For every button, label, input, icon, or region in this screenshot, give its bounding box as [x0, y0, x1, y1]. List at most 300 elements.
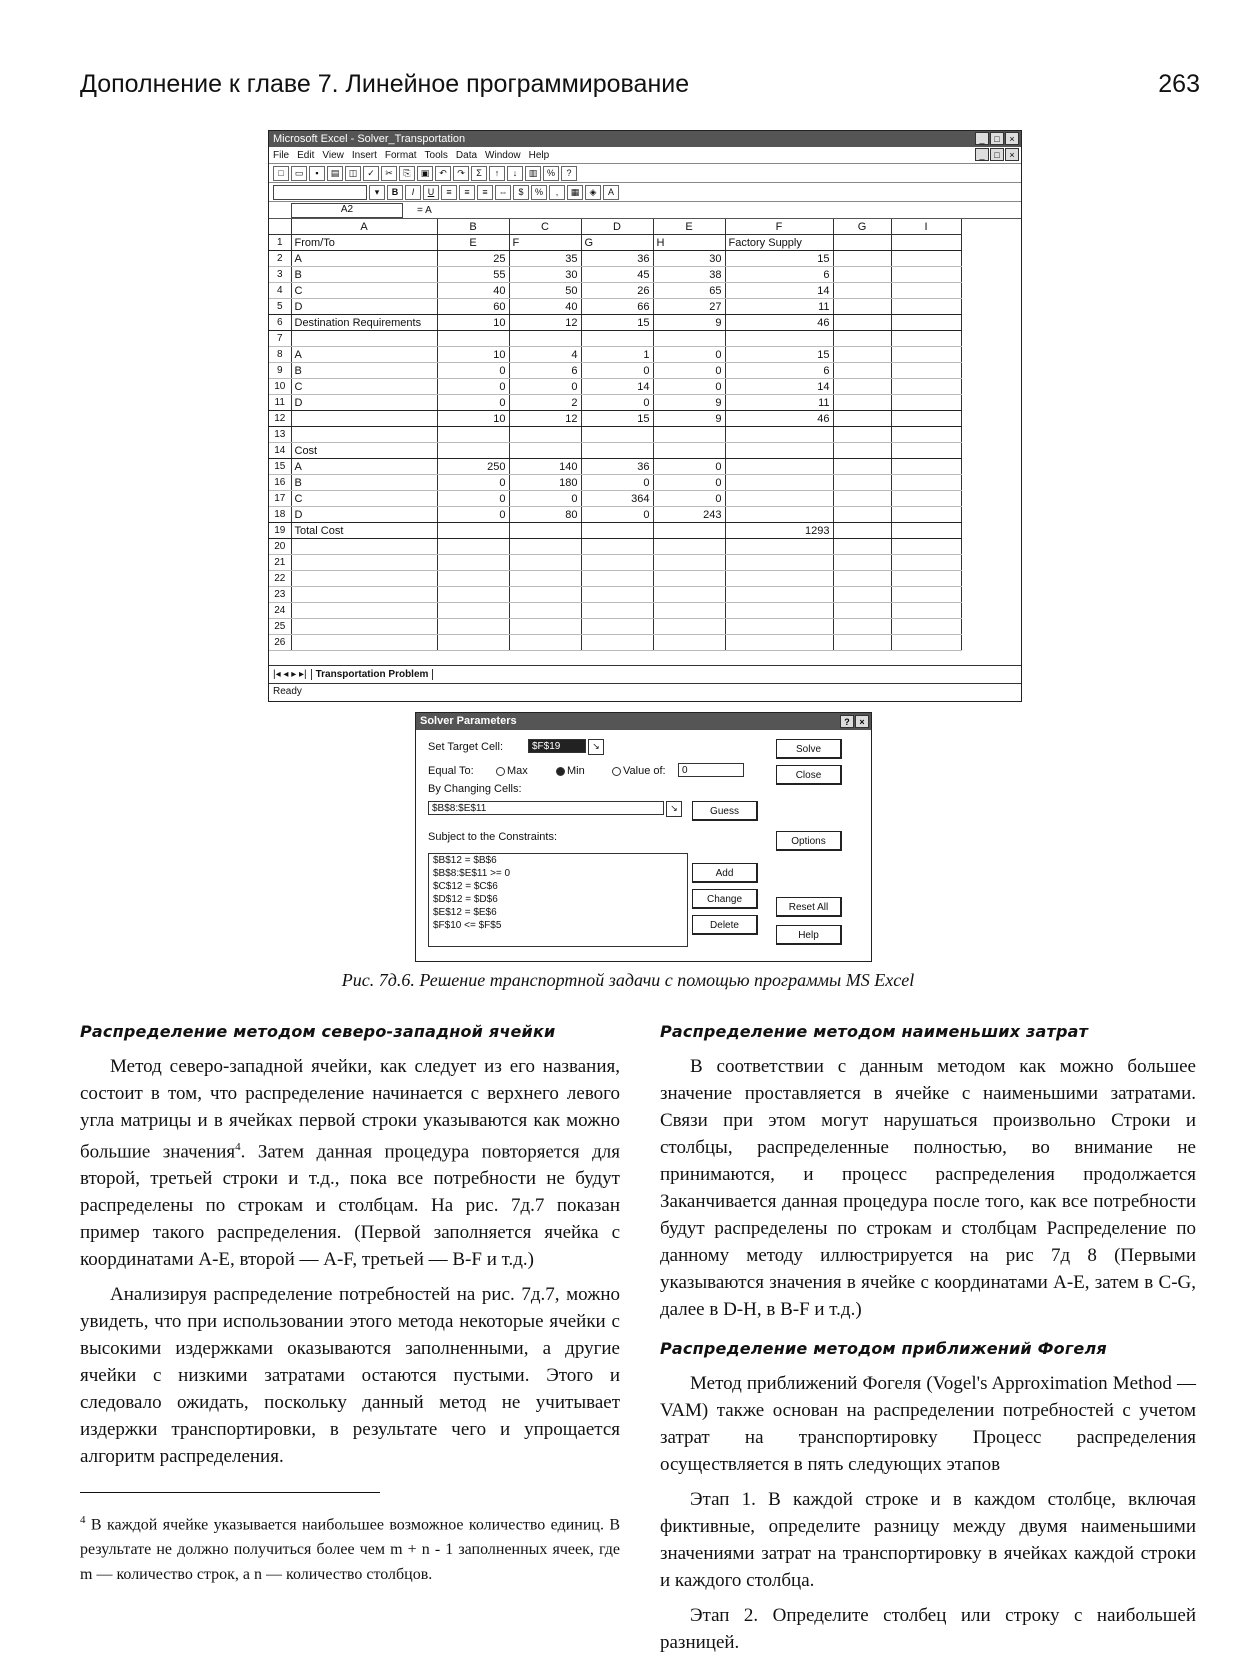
cell[interactable]	[833, 619, 891, 635]
cell[interactable]: 11	[725, 299, 833, 315]
constraint-item[interactable]: $B$12 = $B$6	[433, 855, 497, 866]
menu-item-tools[interactable]: Tools	[424, 149, 448, 161]
cell[interactable]: 4	[509, 347, 581, 363]
column-header-d[interactable]: D	[581, 219, 653, 235]
radio-min[interactable]	[556, 765, 585, 777]
cell[interactable]	[509, 571, 581, 587]
cell[interactable]	[291, 571, 437, 587]
row-header[interactable]: 3	[269, 267, 291, 283]
options-button[interactable]: Options	[776, 831, 842, 851]
cell[interactable]	[291, 411, 437, 427]
cell[interactable]: 0	[653, 379, 725, 395]
redo-icon[interactable]: ↷	[453, 166, 469, 181]
changing-cells-input[interactable]: $B$8:$E$11	[428, 801, 664, 815]
cell[interactable]: 26	[581, 283, 653, 299]
cell[interactable]	[509, 603, 581, 619]
cell[interactable]: 0	[653, 347, 725, 363]
cell[interactable]	[833, 363, 891, 379]
cell[interactable]: 0	[581, 475, 653, 491]
save-icon[interactable]: ▪	[309, 166, 325, 181]
footnote-ref[interactable]: 4	[235, 1141, 241, 1153]
reset-all-button[interactable]: Reset All	[776, 897, 842, 917]
cell[interactable]	[437, 587, 509, 603]
row-header[interactable]: 15	[269, 459, 291, 475]
cell[interactable]	[725, 555, 833, 571]
cell[interactable]	[437, 635, 509, 651]
column-header-c[interactable]: C	[509, 219, 581, 235]
cell[interactable]: 0	[437, 475, 509, 491]
cell[interactable]	[581, 555, 653, 571]
font-size-select[interactable]: ▾	[369, 185, 385, 200]
cell[interactable]	[653, 571, 725, 587]
cell[interactable]: A	[291, 251, 437, 267]
guess-button[interactable]: Guess	[692, 801, 758, 821]
row-header[interactable]: 12	[269, 411, 291, 427]
cell[interactable]	[891, 251, 961, 267]
cell[interactable]	[891, 555, 961, 571]
cell[interactable]: 25	[437, 251, 509, 267]
row-header[interactable]: 22	[269, 571, 291, 587]
add-button[interactable]: Add	[692, 863, 758, 883]
cell[interactable]	[291, 603, 437, 619]
cell[interactable]	[509, 427, 581, 443]
doc-minimize-icon[interactable]: _	[975, 148, 989, 161]
cell[interactable]	[509, 635, 581, 651]
cell[interactable]	[833, 347, 891, 363]
cell[interactable]: 0	[437, 491, 509, 507]
tab-transportation-problem[interactable]: Transportation Problem	[311, 669, 434, 680]
cell[interactable]	[291, 427, 437, 443]
cell[interactable]: 36	[581, 251, 653, 267]
cell[interactable]: 50	[509, 283, 581, 299]
cell[interactable]	[833, 491, 891, 507]
radio-max[interactable]	[496, 765, 528, 777]
row-header[interactable]: 7	[269, 331, 291, 347]
cell[interactable]	[891, 459, 961, 475]
cell[interactable]: 36	[581, 459, 653, 475]
cell[interactable]: 60	[437, 299, 509, 315]
chart-icon[interactable]: ▥	[525, 166, 541, 181]
cell[interactable]	[581, 619, 653, 635]
open-icon[interactable]: ▭	[291, 166, 307, 181]
cell[interactable]: Destination Requirements	[291, 315, 437, 331]
cell[interactable]: 0	[581, 363, 653, 379]
cell[interactable]	[509, 587, 581, 603]
cell[interactable]: 38	[653, 267, 725, 283]
cell[interactable]	[725, 427, 833, 443]
cell[interactable]: E	[437, 235, 509, 251]
cell[interactable]: 35	[509, 251, 581, 267]
cell[interactable]	[653, 603, 725, 619]
constraint-item[interactable]: $F$10 <= $F$5	[433, 920, 502, 931]
cell[interactable]	[833, 283, 891, 299]
cell[interactable]: 0	[509, 379, 581, 395]
cell[interactable]	[833, 395, 891, 411]
help-icon[interactable]: ?	[840, 715, 854, 728]
cell[interactable]	[891, 619, 961, 635]
cell[interactable]	[509, 523, 581, 539]
cell[interactable]	[725, 507, 833, 523]
cell[interactable]: 0	[653, 475, 725, 491]
cell[interactable]	[725, 331, 833, 347]
cell[interactable]: From/To	[291, 235, 437, 251]
row-header[interactable]: 16	[269, 475, 291, 491]
cell[interactable]: 0	[581, 507, 653, 523]
cell[interactable]	[833, 603, 891, 619]
cell[interactable]: 12	[509, 315, 581, 331]
cell[interactable]: 0	[509, 491, 581, 507]
column-header-b[interactable]: B	[437, 219, 509, 235]
print-icon[interactable]: ▤	[327, 166, 343, 181]
cell[interactable]	[291, 587, 437, 603]
cell[interactable]	[891, 331, 961, 347]
cell[interactable]	[653, 523, 725, 539]
font-color-icon[interactable]: A	[603, 185, 619, 200]
cell[interactable]	[833, 315, 891, 331]
cell[interactable]	[833, 555, 891, 571]
cell[interactable]: 0	[653, 363, 725, 379]
cell[interactable]	[891, 347, 961, 363]
cell[interactable]: 14	[725, 379, 833, 395]
row-header[interactable]: 10	[269, 379, 291, 395]
cell[interactable]	[833, 459, 891, 475]
cell[interactable]	[833, 411, 891, 427]
row-header[interactable]: 24	[269, 603, 291, 619]
cell[interactable]	[653, 539, 725, 555]
menu-item-format[interactable]: Format	[384, 149, 417, 161]
row-header[interactable]: 2	[269, 251, 291, 267]
column-header-i[interactable]: I	[891, 219, 961, 235]
cell[interactable]: 15	[581, 315, 653, 331]
cell[interactable]: 55	[437, 267, 509, 283]
cell[interactable]: Factory Supply	[725, 235, 833, 251]
cell[interactable]	[891, 267, 961, 283]
set-target-input[interactable]: $F$19	[528, 739, 586, 753]
cell[interactable]: D	[291, 395, 437, 411]
cell[interactable]: 6	[725, 363, 833, 379]
row-header[interactable]: 14	[269, 443, 291, 459]
cell[interactable]	[725, 459, 833, 475]
cell[interactable]: 66	[581, 299, 653, 315]
cell[interactable]	[509, 331, 581, 347]
cell[interactable]	[891, 363, 961, 379]
cell[interactable]	[833, 635, 891, 651]
collapse-dialog-icon[interactable]: ↘	[588, 739, 604, 755]
row-header[interactable]: 23	[269, 587, 291, 603]
bold-icon[interactable]: B	[387, 185, 403, 200]
cell[interactable]	[509, 555, 581, 571]
formula-input[interactable]: = A	[417, 204, 432, 216]
cell[interactable]	[725, 475, 833, 491]
cell[interactable]	[833, 523, 891, 539]
cell[interactable]	[291, 619, 437, 635]
italic-icon[interactable]: I	[405, 185, 421, 200]
cell[interactable]: 10	[437, 347, 509, 363]
cell[interactable]	[725, 587, 833, 603]
cell[interactable]: D	[291, 299, 437, 315]
cell[interactable]	[291, 539, 437, 555]
cell[interactable]	[891, 427, 961, 443]
cell[interactable]	[833, 251, 891, 267]
row-header[interactable]: 9	[269, 363, 291, 379]
cell[interactable]: F	[509, 235, 581, 251]
doc-close-icon[interactable]: ×	[1005, 148, 1019, 161]
sort-desc-icon[interactable]: ↓	[507, 166, 523, 181]
copy-icon[interactable]: ⎘	[399, 166, 415, 181]
cell[interactable]	[581, 635, 653, 651]
cell[interactable]	[509, 443, 581, 459]
row-header[interactable]: 4	[269, 283, 291, 299]
fill-color-icon[interactable]: ◈	[585, 185, 601, 200]
cell[interactable]	[891, 491, 961, 507]
cell[interactable]	[581, 539, 653, 555]
cell[interactable]	[291, 555, 437, 571]
cell[interactable]: H	[653, 235, 725, 251]
row-header[interactable]: 26	[269, 635, 291, 651]
row-header[interactable]: 17	[269, 491, 291, 507]
cell[interactable]: 10	[437, 315, 509, 331]
help-button[interactable]: Help	[776, 925, 842, 945]
cell[interactable]	[437, 331, 509, 347]
cell[interactable]: 0	[437, 363, 509, 379]
cell[interactable]	[581, 603, 653, 619]
cell[interactable]	[891, 603, 961, 619]
currency-icon[interactable]: $	[513, 185, 529, 200]
cell[interactable]	[891, 395, 961, 411]
close-icon[interactable]: ×	[855, 715, 869, 728]
spelling-icon[interactable]: ✓	[363, 166, 379, 181]
cell[interactable]	[437, 619, 509, 635]
column-header-g[interactable]: G	[833, 219, 891, 235]
constraint-item[interactable]: $E$12 = $E$6	[433, 907, 497, 918]
cell[interactable]: B	[291, 363, 437, 379]
cell[interactable]	[437, 539, 509, 555]
cell[interactable]	[833, 331, 891, 347]
cell[interactable]	[725, 443, 833, 459]
cell[interactable]	[891, 443, 961, 459]
cell[interactable]	[509, 539, 581, 555]
align-left-icon[interactable]: ≡	[441, 185, 457, 200]
cell[interactable]: 364	[581, 491, 653, 507]
cell[interactable]	[833, 539, 891, 555]
cell[interactable]	[581, 443, 653, 459]
cell[interactable]	[833, 571, 891, 587]
cell[interactable]	[833, 475, 891, 491]
cell[interactable]: A	[291, 347, 437, 363]
cell[interactable]: 6	[725, 267, 833, 283]
autosum-icon[interactable]: Σ	[471, 166, 487, 181]
cell[interactable]	[437, 523, 509, 539]
cell[interactable]	[891, 379, 961, 395]
cell[interactable]	[725, 603, 833, 619]
cell[interactable]	[653, 555, 725, 571]
column-header-f[interactable]: F	[725, 219, 833, 235]
menu-item-data[interactable]: Data	[455, 149, 478, 161]
underline-icon[interactable]: U	[423, 185, 439, 200]
zoom-icon[interactable]: %	[543, 166, 559, 181]
cell[interactable]: 1293	[725, 523, 833, 539]
row-header[interactable]: 21	[269, 555, 291, 571]
cell[interactable]	[581, 523, 653, 539]
maximize-icon[interactable]: □	[990, 132, 1004, 145]
cell[interactable]: D	[291, 507, 437, 523]
merge-icon[interactable]: ⇔	[495, 185, 511, 200]
cell[interactable]: 243	[653, 507, 725, 523]
cell[interactable]: 2	[509, 395, 581, 411]
cell[interactable]	[437, 443, 509, 459]
cell[interactable]	[653, 443, 725, 459]
borders-icon[interactable]: ▦	[567, 185, 583, 200]
close-icon[interactable]: ×	[1005, 132, 1019, 145]
change-button[interactable]: Change	[692, 889, 758, 909]
cell[interactable]: 14	[725, 283, 833, 299]
cell[interactable]: Cost	[291, 443, 437, 459]
cell[interactable]: 0	[437, 507, 509, 523]
cell[interactable]: B	[291, 475, 437, 491]
constraint-item[interactable]: $C$12 = $C$6	[433, 881, 498, 892]
row-header[interactable]: 18	[269, 507, 291, 523]
cell[interactable]: 9	[653, 411, 725, 427]
cell[interactable]: C	[291, 379, 437, 395]
cell[interactable]	[437, 571, 509, 587]
font-select[interactable]	[273, 185, 367, 200]
cell[interactable]	[291, 331, 437, 347]
cell[interactable]	[891, 523, 961, 539]
cell[interactable]	[833, 267, 891, 283]
percent-icon[interactable]: %	[531, 185, 547, 200]
cell[interactable]	[437, 555, 509, 571]
cell[interactable]: A	[291, 459, 437, 475]
cell[interactable]: 14	[581, 379, 653, 395]
row-header[interactable]: 25	[269, 619, 291, 635]
cell[interactable]	[291, 635, 437, 651]
row-header[interactable]: 11	[269, 395, 291, 411]
menu-item-view[interactable]: View	[322, 149, 344, 161]
cell[interactable]	[833, 507, 891, 523]
cell[interactable]: 9	[653, 395, 725, 411]
row-header[interactable]: 1	[269, 235, 291, 251]
row-header[interactable]: 8	[269, 347, 291, 363]
cell[interactable]: 65	[653, 283, 725, 299]
cell[interactable]	[653, 587, 725, 603]
constraint-item[interactable]: $B$8:$E$11 >= 0	[433, 868, 511, 879]
cut-icon[interactable]: ✂	[381, 166, 397, 181]
cell[interactable]: 15	[725, 251, 833, 267]
cell[interactable]: 250	[437, 459, 509, 475]
undo-icon[interactable]: ↶	[435, 166, 451, 181]
cell[interactable]	[437, 603, 509, 619]
cell[interactable]	[509, 619, 581, 635]
cell[interactable]: 6	[509, 363, 581, 379]
close-button[interactable]: Close	[776, 765, 842, 785]
cell[interactable]	[891, 507, 961, 523]
cell[interactable]: 45	[581, 267, 653, 283]
cell[interactable]: 10	[437, 411, 509, 427]
cell[interactable]: 15	[581, 411, 653, 427]
cell[interactable]	[725, 619, 833, 635]
cell[interactable]	[891, 475, 961, 491]
cell[interactable]: 9	[653, 315, 725, 331]
cell[interactable]: 140	[509, 459, 581, 475]
cell[interactable]	[437, 427, 509, 443]
cell[interactable]	[891, 571, 961, 587]
select-all-corner[interactable]	[269, 219, 291, 235]
cell[interactable]: 30	[653, 251, 725, 267]
cell[interactable]	[891, 283, 961, 299]
cell[interactable]: 11	[725, 395, 833, 411]
cell[interactable]	[891, 411, 961, 427]
cell[interactable]	[891, 539, 961, 555]
cell[interactable]: B	[291, 267, 437, 283]
menu-item-edit[interactable]: Edit	[297, 149, 315, 161]
row-header[interactable]: 13	[269, 427, 291, 443]
cell[interactable]: 0	[437, 379, 509, 395]
cell[interactable]	[653, 635, 725, 651]
menu-item-window[interactable]: Window	[485, 149, 521, 161]
cell[interactable]	[891, 235, 961, 251]
cell[interactable]: 30	[509, 267, 581, 283]
sort-asc-icon[interactable]: ↑	[489, 166, 505, 181]
help-icon[interactable]: ?	[561, 166, 577, 181]
minimize-icon[interactable]: _	[975, 132, 989, 145]
cell[interactable]	[891, 635, 961, 651]
row-header[interactable]: 19	[269, 523, 291, 539]
cell[interactable]: 0	[653, 491, 725, 507]
collapse-changing-icon[interactable]: ↘	[666, 801, 682, 817]
cell[interactable]	[833, 299, 891, 315]
cell[interactable]	[891, 587, 961, 603]
cell[interactable]: C	[291, 283, 437, 299]
cell[interactable]: 0	[437, 395, 509, 411]
name-box[interactable]: A2	[291, 203, 403, 218]
cell[interactable]: 46	[725, 411, 833, 427]
value-of-input[interactable]: 0	[678, 763, 744, 777]
column-header-e[interactable]: E	[653, 219, 725, 235]
doc-maximize-icon[interactable]: □	[990, 148, 1004, 161]
cell[interactable]	[581, 587, 653, 603]
cell[interactable]	[725, 539, 833, 555]
delete-button[interactable]: Delete	[692, 915, 758, 935]
align-right-icon[interactable]: ≡	[477, 185, 493, 200]
menu-item-insert[interactable]: Insert	[351, 149, 377, 161]
cell[interactable]: 40	[437, 283, 509, 299]
cell[interactable]	[725, 571, 833, 587]
cell[interactable]: 46	[725, 315, 833, 331]
cell[interactable]	[833, 587, 891, 603]
menu-item-help[interactable]: Help	[528, 149, 550, 161]
cell[interactable]: 0	[653, 459, 725, 475]
cell[interactable]	[891, 299, 961, 315]
paste-icon[interactable]: ▣	[417, 166, 433, 181]
preview-icon[interactable]: ◫	[345, 166, 361, 181]
row-header[interactable]: 20	[269, 539, 291, 555]
cell[interactable]: 80	[509, 507, 581, 523]
cell[interactable]	[725, 491, 833, 507]
cell[interactable]: Total Cost	[291, 523, 437, 539]
cell[interactable]: G	[581, 235, 653, 251]
cell[interactable]	[833, 443, 891, 459]
cell[interactable]	[833, 427, 891, 443]
solve-button[interactable]: Solve	[776, 739, 842, 759]
cell[interactable]	[833, 235, 891, 251]
cell[interactable]	[891, 315, 961, 331]
cell[interactable]	[725, 635, 833, 651]
radio-value-of[interactable]	[612, 765, 666, 777]
comma-icon[interactable]: ,	[549, 185, 565, 200]
cell[interactable]: 1	[581, 347, 653, 363]
row-header[interactable]: 5	[269, 299, 291, 315]
constraints-list[interactable]	[428, 853, 688, 947]
